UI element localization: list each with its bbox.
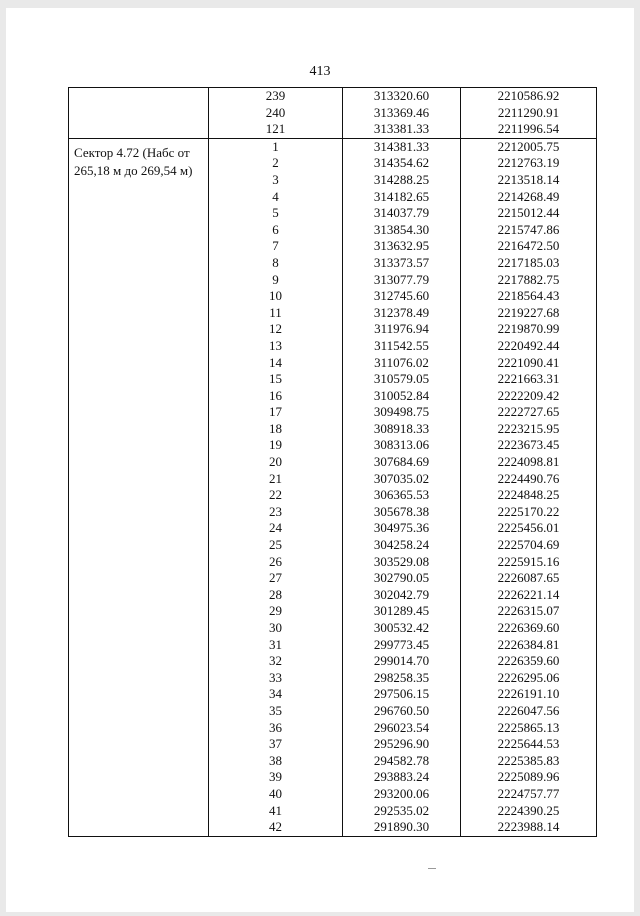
y-coordinate-cell: 2214268.49 <box>461 189 597 206</box>
point-number-cell: 35 <box>209 703 343 720</box>
point-number-cell: 38 <box>209 753 343 770</box>
point-number-cell: 11 <box>209 305 343 322</box>
point-number-cell: 42 <box>209 819 343 836</box>
x-coordinate-cell: 306365.53 <box>343 487 461 504</box>
y-coordinate-cell: 2225915.16 <box>461 554 597 571</box>
table-row <box>69 121 597 138</box>
point-number-cell: 2 <box>209 155 343 172</box>
y-coordinate-cell: 2221663.31 <box>461 371 597 388</box>
table-row <box>69 554 597 571</box>
point-number-cell: 239 <box>209 88 343 105</box>
sector-cell <box>69 255 209 272</box>
x-coordinate-cell: 293200.06 <box>343 786 461 803</box>
table-row <box>69 404 597 421</box>
table-row <box>69 437 597 454</box>
sector-cell <box>69 686 209 703</box>
sector-cell <box>69 189 209 206</box>
sector-cell <box>69 554 209 571</box>
point-number-cell: 28 <box>209 587 343 604</box>
table-row <box>69 637 597 654</box>
point-number-cell: 36 <box>209 720 343 737</box>
point-number-cell: 20 <box>209 454 343 471</box>
y-coordinate-cell: 2217882.75 <box>461 272 597 289</box>
table-row <box>69 321 597 338</box>
sector-cell <box>69 371 209 388</box>
table-row <box>69 603 597 620</box>
y-coordinate-cell: 2226359.60 <box>461 653 597 670</box>
point-number-cell: 26 <box>209 554 343 571</box>
point-number-cell: 240 <box>209 105 343 122</box>
y-coordinate-cell: 2226315.07 <box>461 603 597 620</box>
y-coordinate-cell: 2223988.14 <box>461 819 597 836</box>
y-coordinate-cell: 2226384.81 <box>461 637 597 654</box>
scan-mark <box>428 868 436 869</box>
sector-cell <box>69 603 209 620</box>
point-number-cell: 16 <box>209 388 343 405</box>
x-coordinate-cell: 308313.06 <box>343 437 461 454</box>
y-coordinate-cell: 2225644.53 <box>461 736 597 753</box>
x-coordinate-cell: 307035.02 <box>343 471 461 488</box>
point-number-cell: 13 <box>209 338 343 355</box>
table-row <box>69 205 597 222</box>
x-coordinate-cell: 313373.57 <box>343 255 461 272</box>
x-coordinate-cell: 313077.79 <box>343 272 461 289</box>
sector-cell <box>69 670 209 687</box>
y-coordinate-cell: 2215012.44 <box>461 205 597 222</box>
table-row <box>69 504 597 521</box>
sector-cell <box>69 703 209 720</box>
table-row <box>69 753 597 770</box>
point-number-cell: 37 <box>209 736 343 753</box>
x-coordinate-cell: 298258.35 <box>343 670 461 687</box>
table-row <box>69 819 597 836</box>
point-number-cell: 29 <box>209 603 343 620</box>
sector-cell <box>69 321 209 338</box>
table-row <box>69 255 597 272</box>
sector-cell <box>69 454 209 471</box>
x-coordinate-cell: 311542.55 <box>343 338 461 355</box>
x-coordinate-cell: 300532.42 <box>343 620 461 637</box>
point-number-cell: 30 <box>209 620 343 637</box>
sector-cell <box>69 637 209 654</box>
sector-cell <box>69 736 209 753</box>
x-coordinate-cell: 299014.70 <box>343 653 461 670</box>
point-number-cell: 33 <box>209 670 343 687</box>
x-coordinate-cell: 310052.84 <box>343 388 461 405</box>
sector-cell <box>69 653 209 670</box>
point-number-cell: 23 <box>209 504 343 521</box>
sector-cell <box>69 404 209 421</box>
point-number-cell: 6 <box>209 222 343 239</box>
sector-cell <box>69 720 209 737</box>
sector-cell <box>69 88 209 105</box>
y-coordinate-cell: 2226047.56 <box>461 703 597 720</box>
y-coordinate-cell: 2213518.14 <box>461 172 597 189</box>
table-row <box>69 720 597 737</box>
point-number-cell: 1 <box>209 138 343 155</box>
y-coordinate-cell: 2224848.25 <box>461 487 597 504</box>
x-coordinate-cell: 311976.94 <box>343 321 461 338</box>
point-number-cell: 8 <box>209 255 343 272</box>
table-row <box>69 786 597 803</box>
table-row <box>69 288 597 305</box>
page-number: 413 <box>309 64 331 79</box>
y-coordinate-cell: 2219227.68 <box>461 305 597 322</box>
point-number-cell: 3 <box>209 172 343 189</box>
y-coordinate-cell: 2210586.92 <box>461 88 597 105</box>
x-coordinate-cell: 294582.78 <box>343 753 461 770</box>
table-row <box>69 189 597 206</box>
sector-label <box>74 144 210 180</box>
table-row <box>69 570 597 587</box>
table-row <box>69 388 597 405</box>
point-number-cell: 21 <box>209 471 343 488</box>
sector-cell <box>69 769 209 786</box>
point-number-cell: 17 <box>209 404 343 421</box>
table-row <box>69 703 597 720</box>
y-coordinate-cell: 2217185.03 <box>461 255 597 272</box>
point-number-cell: 22 <box>209 487 343 504</box>
y-coordinate-cell: 2224490.76 <box>461 471 597 488</box>
point-number-cell: 7 <box>209 238 343 255</box>
x-coordinate-cell: 292535.02 <box>343 803 461 820</box>
y-coordinate-cell: 2224757.77 <box>461 786 597 803</box>
table-row <box>69 355 597 372</box>
sector-cell <box>69 305 209 322</box>
x-coordinate-cell: 302790.05 <box>343 570 461 587</box>
sector-cell <box>69 803 209 820</box>
y-coordinate-cell: 2219870.99 <box>461 321 597 338</box>
table-row <box>69 371 597 388</box>
sector-cell <box>69 355 209 372</box>
sector-cell <box>69 487 209 504</box>
sector-cell <box>69 753 209 770</box>
point-number-cell: 4 <box>209 189 343 206</box>
point-number-cell: 15 <box>209 371 343 388</box>
point-number-cell: 121 <box>209 121 343 138</box>
table-row <box>69 686 597 703</box>
sector-cell <box>69 471 209 488</box>
point-number-cell: 32 <box>209 653 343 670</box>
table-row <box>69 487 597 504</box>
sector-cell <box>69 520 209 537</box>
table-row <box>69 454 597 471</box>
table-row <box>69 471 597 488</box>
y-coordinate-cell: 2226221.14 <box>461 587 597 604</box>
sector-cell <box>69 388 209 405</box>
table-row <box>69 238 597 255</box>
sector-cell <box>69 105 209 122</box>
point-number-cell: 24 <box>209 520 343 537</box>
x-coordinate-cell: 299773.45 <box>343 637 461 654</box>
sector-cell <box>69 338 209 355</box>
y-coordinate-cell: 2221090.41 <box>461 355 597 372</box>
sector-cell <box>69 587 209 604</box>
sector-cell <box>69 537 209 554</box>
y-coordinate-cell: 2226087.65 <box>461 570 597 587</box>
point-number-cell: 40 <box>209 786 343 803</box>
point-number-cell: 41 <box>209 803 343 820</box>
x-coordinate-cell: 303529.08 <box>343 554 461 571</box>
sector-cell <box>69 819 209 836</box>
point-number-cell: 5 <box>209 205 343 222</box>
x-coordinate-cell: 296760.50 <box>343 703 461 720</box>
y-coordinate-cell: 2222727.65 <box>461 404 597 421</box>
sector-cell <box>69 437 209 454</box>
y-coordinate-cell: 2223673.45 <box>461 437 597 454</box>
sector-cell <box>69 238 209 255</box>
table-row <box>69 803 597 820</box>
sector-cell <box>69 786 209 803</box>
x-coordinate-cell: 313632.95 <box>343 238 461 255</box>
x-coordinate-cell: 308918.33 <box>343 421 461 438</box>
x-coordinate-cell: 293883.24 <box>343 769 461 786</box>
sector-cell <box>69 620 209 637</box>
table-row <box>69 670 597 687</box>
table-row <box>69 537 597 554</box>
table-row <box>69 587 597 604</box>
x-coordinate-cell: 302042.79 <box>343 587 461 604</box>
y-coordinate-cell: 2226369.60 <box>461 620 597 637</box>
x-coordinate-cell: 313320.60 <box>343 88 461 105</box>
table-row <box>69 305 597 322</box>
x-coordinate-cell: 310579.05 <box>343 371 461 388</box>
point-number-cell: 39 <box>209 769 343 786</box>
table-row <box>69 272 597 289</box>
y-coordinate-cell: 2222209.42 <box>461 388 597 405</box>
table-row <box>69 520 597 537</box>
point-number-cell: 14 <box>209 355 343 372</box>
table-row <box>69 222 597 239</box>
x-coordinate-cell: 313854.30 <box>343 222 461 239</box>
y-coordinate-cell: 2218564.43 <box>461 288 597 305</box>
sector-cell <box>69 222 209 239</box>
y-coordinate-cell: 2225089.96 <box>461 769 597 786</box>
y-coordinate-cell: 2224098.81 <box>461 454 597 471</box>
point-number-cell: 19 <box>209 437 343 454</box>
sector-cell <box>69 121 209 138</box>
point-number-cell: 27 <box>209 570 343 587</box>
y-coordinate-cell: 2225456.01 <box>461 520 597 537</box>
point-number-cell: 18 <box>209 421 343 438</box>
y-coordinate-cell: 2212763.19 <box>461 155 597 172</box>
point-number-cell: 31 <box>209 637 343 654</box>
point-number-cell: 10 <box>209 288 343 305</box>
y-coordinate-cell: 2223215.95 <box>461 421 597 438</box>
x-coordinate-cell: 312745.60 <box>343 288 461 305</box>
x-coordinate-cell: 314037.79 <box>343 205 461 222</box>
table-row <box>69 620 597 637</box>
coordinates-table <box>68 87 597 837</box>
x-coordinate-cell: 301289.45 <box>343 603 461 620</box>
table-row <box>69 338 597 355</box>
x-coordinate-cell: 291890.30 <box>343 819 461 836</box>
x-coordinate-cell: 296023.54 <box>343 720 461 737</box>
x-coordinate-cell: 297506.15 <box>343 686 461 703</box>
y-coordinate-cell: 2216472.50 <box>461 238 597 255</box>
sector-label-line1: Сектор 4.72 (Набс от <box>74 145 190 160</box>
x-coordinate-cell: 314354.62 <box>343 155 461 172</box>
x-coordinate-cell: 314381.33 <box>343 138 461 155</box>
y-coordinate-cell: 2224390.25 <box>461 803 597 820</box>
x-coordinate-cell: 307684.69 <box>343 454 461 471</box>
y-coordinate-cell: 2211290.91 <box>461 105 597 122</box>
x-coordinate-cell: 313381.33 <box>343 121 461 138</box>
sector-cell <box>69 272 209 289</box>
table-row <box>69 88 597 105</box>
table-row <box>69 421 597 438</box>
table-row <box>69 769 597 786</box>
y-coordinate-cell: 2225865.13 <box>461 720 597 737</box>
y-coordinate-cell: 2212005.75 <box>461 138 597 155</box>
sector-cell <box>69 205 209 222</box>
table-row <box>69 736 597 753</box>
sector-cell <box>69 504 209 521</box>
y-coordinate-cell: 2225704.69 <box>461 537 597 554</box>
y-coordinate-cell: 2225385.83 <box>461 753 597 770</box>
sector-label-line2: 265,18 м до 269,54 м) <box>74 163 193 178</box>
point-number-cell: 12 <box>209 321 343 338</box>
table-row <box>69 653 597 670</box>
y-coordinate-cell: 2220492.44 <box>461 338 597 355</box>
point-number-cell: 34 <box>209 686 343 703</box>
x-coordinate-cell: 314288.25 <box>343 172 461 189</box>
x-coordinate-cell: 309498.75 <box>343 404 461 421</box>
y-coordinate-cell: 2215747.86 <box>461 222 597 239</box>
table-row <box>69 105 597 122</box>
x-coordinate-cell: 295296.90 <box>343 736 461 753</box>
sector-cell <box>69 570 209 587</box>
x-coordinate-cell: 312378.49 <box>343 305 461 322</box>
x-coordinate-cell: 311076.02 <box>343 355 461 372</box>
y-coordinate-cell: 2226191.10 <box>461 686 597 703</box>
x-coordinate-cell: 305678.38 <box>343 504 461 521</box>
x-coordinate-cell: 304258.24 <box>343 537 461 554</box>
x-coordinate-cell: 314182.65 <box>343 189 461 206</box>
sector-cell <box>69 288 209 305</box>
y-coordinate-cell: 2226295.06 <box>461 670 597 687</box>
y-coordinate-cell: 2225170.22 <box>461 504 597 521</box>
x-coordinate-cell: 313369.46 <box>343 105 461 122</box>
point-number-cell: 9 <box>209 272 343 289</box>
x-coordinate-cell: 304975.36 <box>343 520 461 537</box>
y-coordinate-cell: 2211996.54 <box>461 121 597 138</box>
point-number-cell: 25 <box>209 537 343 554</box>
sector-cell <box>69 421 209 438</box>
